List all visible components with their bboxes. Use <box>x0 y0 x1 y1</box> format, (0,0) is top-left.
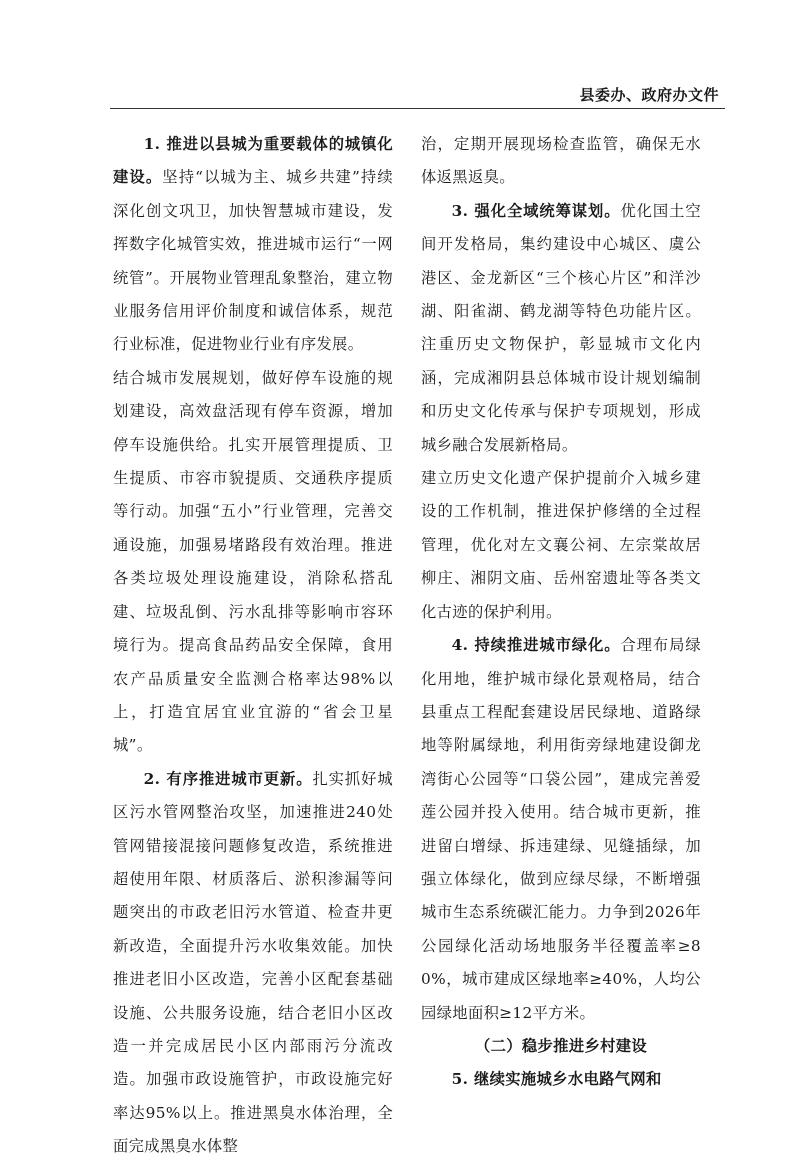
page-header <box>0 0 793 112</box>
paragraph-body: 合理布局绿化用地，维护城市绿化景观格局，结合县重点工程配套建设居民绿地、道路绿地等附属绿地，利用街旁绿地建设御龙湾街心公园等“口袋公园”，建成完善爱莲公园并投入使用。结合城市更新，推进留白增绿、拆违建绿、见缝插绿，加强立体绿化，做到应绿尽绿，不断增强城市生态系统碳汇能力。力争到2026年公园绿化活动场地服务半径覆盖率≥80%，城市建成区绿地率≥40%，人均公园绿地面积≥12平方米。 <box>421 636 701 1022</box>
left-column <box>113 128 393 1164</box>
paragraph-lead: 4. 持续推进城市绿化。 <box>451 636 621 655</box>
paragraph-heritage: 建立历史文化遗产保护提前介入城乡建设的工作机制，推进保护修缮的全过程管理，优化对左文襄公祠、左宗棠故居柳庄、湘阴文庙、岳州窑遗址等各类文化古迹的保护利用。 <box>421 469 701 621</box>
paragraph-parking: 结合城市发展规划，做好停车设施的规划建设，高效盘活现有停车资源，增加停车设施供给。扎实开展管理提质、卫生提质、市容市貌提质、交通秩序提质等行动。加强“五小”行业管理，完善交通设施，加强易堵路段有效治理。推进各类垃圾处理设施建设，消除私搭乱建、垃圾乱倒、污水乱排等影响市容环境行为。提高食品药品安全保障，食用农产品质量安全监测合格率达98%以上，打造宜居宜业宜游的“省会卫星城”。 <box>113 368 393 755</box>
paragraph-body: 坚持“以城为主、城乡共建”持续深化创文巩卫，加快智慧城市建设，发挥数字化城管实效，推进城市运行“一网统管”。开展物业管理乱象整治，建立物业服务信用评价制度和诚信体系，规范行业标准，促进物业行业有序发展。 <box>113 168 393 354</box>
paragraph-urban-renewal-cont: 治，定期开展现场检查监管，确保无水体返黑返臭。 <box>421 135 701 187</box>
header-title: 县委办、政府办文件 <box>579 86 719 104</box>
paragraph-urban-renewal <box>113 763 393 1164</box>
right-column <box>421 128 701 1097</box>
paragraph-lead: 2. 有序推进城市更新。 <box>143 769 313 788</box>
paragraph-urbanization <box>113 128 393 362</box>
paragraph-body: 优化国土空间开发格局，集约建设中心城区、虞公港区、金龙新区“三个核心片区”和洋沙湖、阳雀湖、鹤龙湖等特色功能片区。注重历史文物保护，彰显城市文化内涵，完成湘阴县总体城市设计规划编制和历史文化传承与保护专项规划，形成城乡融合发展新格局。 <box>421 201 701 454</box>
paragraph-body: 扎实抓好城区污水管网整治攻坚，加速推进240处管网错接混接问题修复改造，系统推进超使用年限、材质落后、淤积渗漏等问题突出的市政老旧污水管道、检查井更新改造，全面提升污水收集效能。加快推进老旧小区改造，完善小区配套基础设施、公共服务设施，结合老旧小区改造一并完成居民小区内部雨污分流改造。加强市政设施管护，市政设施完好率达95%以上。推进黑臭水体治理，全面完成黑臭水体整 <box>113 769 393 1156</box>
header-divider <box>110 108 725 109</box>
paragraph-greening <box>421 629 701 1030</box>
paragraph-lead: 1. 推进以县城为重要载体的城镇化建设。 <box>113 135 393 187</box>
section-heading: （二）稳步推进乡村建设 <box>474 1036 648 1055</box>
paragraph-lead: 3. 强化全域统筹谋划。 <box>451 201 621 220</box>
paragraph-lead: 5. 继续实施城乡水电路气网和 <box>451 1070 662 1089</box>
paragraph-planning <box>421 195 701 462</box>
paragraph-rural-infrastructure <box>421 1063 701 1096</box>
